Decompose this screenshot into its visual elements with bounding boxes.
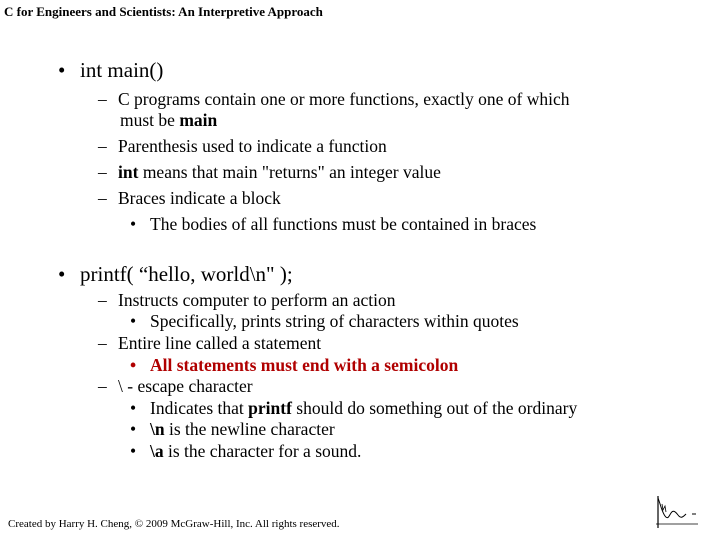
keyword-printf: printf bbox=[248, 398, 292, 418]
sub-item-text: \ - escape character bbox=[118, 376, 253, 396]
sub-item-statement bbox=[98, 333, 321, 354]
publisher-logo-icon bbox=[652, 494, 700, 530]
keyword-int: int bbox=[118, 162, 139, 182]
keyword-alert: \a bbox=[150, 441, 164, 461]
sub-item-text: Parenthesis used to indicate a function bbox=[118, 136, 387, 156]
bullet-marker: • bbox=[130, 398, 137, 418]
bullet-printf bbox=[58, 262, 293, 287]
bullet-marker: • bbox=[130, 419, 137, 439]
sub-sub-item-text: is the character for a sound. bbox=[163, 441, 362, 461]
sub-item-text: C programs contain one or more functions, exactly one of which bbox=[118, 89, 570, 109]
dash-marker: – bbox=[98, 162, 107, 182]
sub-sub-item-text: The bodies of all functions must be contained in braces bbox=[150, 214, 537, 234]
sub-sub-item-text: is the newline character bbox=[164, 419, 335, 439]
bullet-marker: • bbox=[130, 441, 137, 461]
bullet-text: printf( “hello, world\n" ); bbox=[80, 262, 293, 286]
dash-marker: – bbox=[98, 376, 107, 396]
dash-marker: – bbox=[98, 89, 107, 109]
sub-item-text: Entire line called a statement bbox=[118, 333, 322, 353]
dash-marker: – bbox=[98, 290, 107, 310]
sub-item-functions bbox=[98, 89, 569, 110]
sub-item-braces bbox=[98, 188, 281, 209]
slide-header-title: C for Engineers and Scientists: An Interpretive Approach bbox=[4, 4, 323, 19]
sub-sub-item-bodies bbox=[130, 214, 536, 235]
keyword-newline: \n bbox=[150, 419, 165, 439]
dash-marker: – bbox=[98, 188, 107, 208]
dash-marker: – bbox=[98, 333, 107, 353]
sub-item-text: Instructs computer to perform an action bbox=[118, 290, 396, 310]
sub-item-text: Braces indicate a block bbox=[118, 188, 281, 208]
bullet-int-main bbox=[58, 58, 163, 83]
sub-item-parenthesis bbox=[98, 136, 387, 157]
sub-sub-item-printf bbox=[130, 398, 577, 419]
bullet-marker: • bbox=[130, 355, 137, 375]
sub-sub-item-text: should do something out of the ordinary bbox=[291, 398, 578, 418]
keyword-main: main bbox=[179, 110, 218, 130]
bullet-marker: • bbox=[58, 262, 66, 286]
sub-sub-item-prints bbox=[130, 311, 519, 332]
sub-sub-item-sound bbox=[130, 441, 361, 462]
sub-sub-item-text: Indicates that bbox=[150, 398, 249, 418]
sub-sub-item-semicolon bbox=[130, 355, 458, 376]
sub-sub-item-text: Specifically, prints string of characters within quotes bbox=[150, 311, 519, 331]
sub-sub-item-text: All statements must end with a semicolon bbox=[150, 355, 459, 375]
sub-item-int bbox=[98, 162, 441, 183]
bullet-marker: • bbox=[130, 311, 137, 331]
sub-item-instructs bbox=[98, 290, 395, 311]
bullet-text: int main() bbox=[80, 58, 164, 82]
bullet-marker: • bbox=[58, 58, 66, 82]
sub-item-functions-continued bbox=[120, 110, 217, 131]
sub-item-text: means that main "returns" an integer value bbox=[138, 162, 441, 182]
slide-footer-copyright: Created by Harry H. Cheng, © 2009 McGraw-Hill, Inc. All rights reserved. bbox=[8, 518, 340, 530]
bullet-marker: • bbox=[130, 214, 137, 234]
continued-text: must be bbox=[120, 110, 180, 130]
dash-marker: – bbox=[98, 136, 107, 156]
sub-sub-item-newline bbox=[130, 419, 335, 440]
sub-item-escape bbox=[98, 376, 253, 397]
